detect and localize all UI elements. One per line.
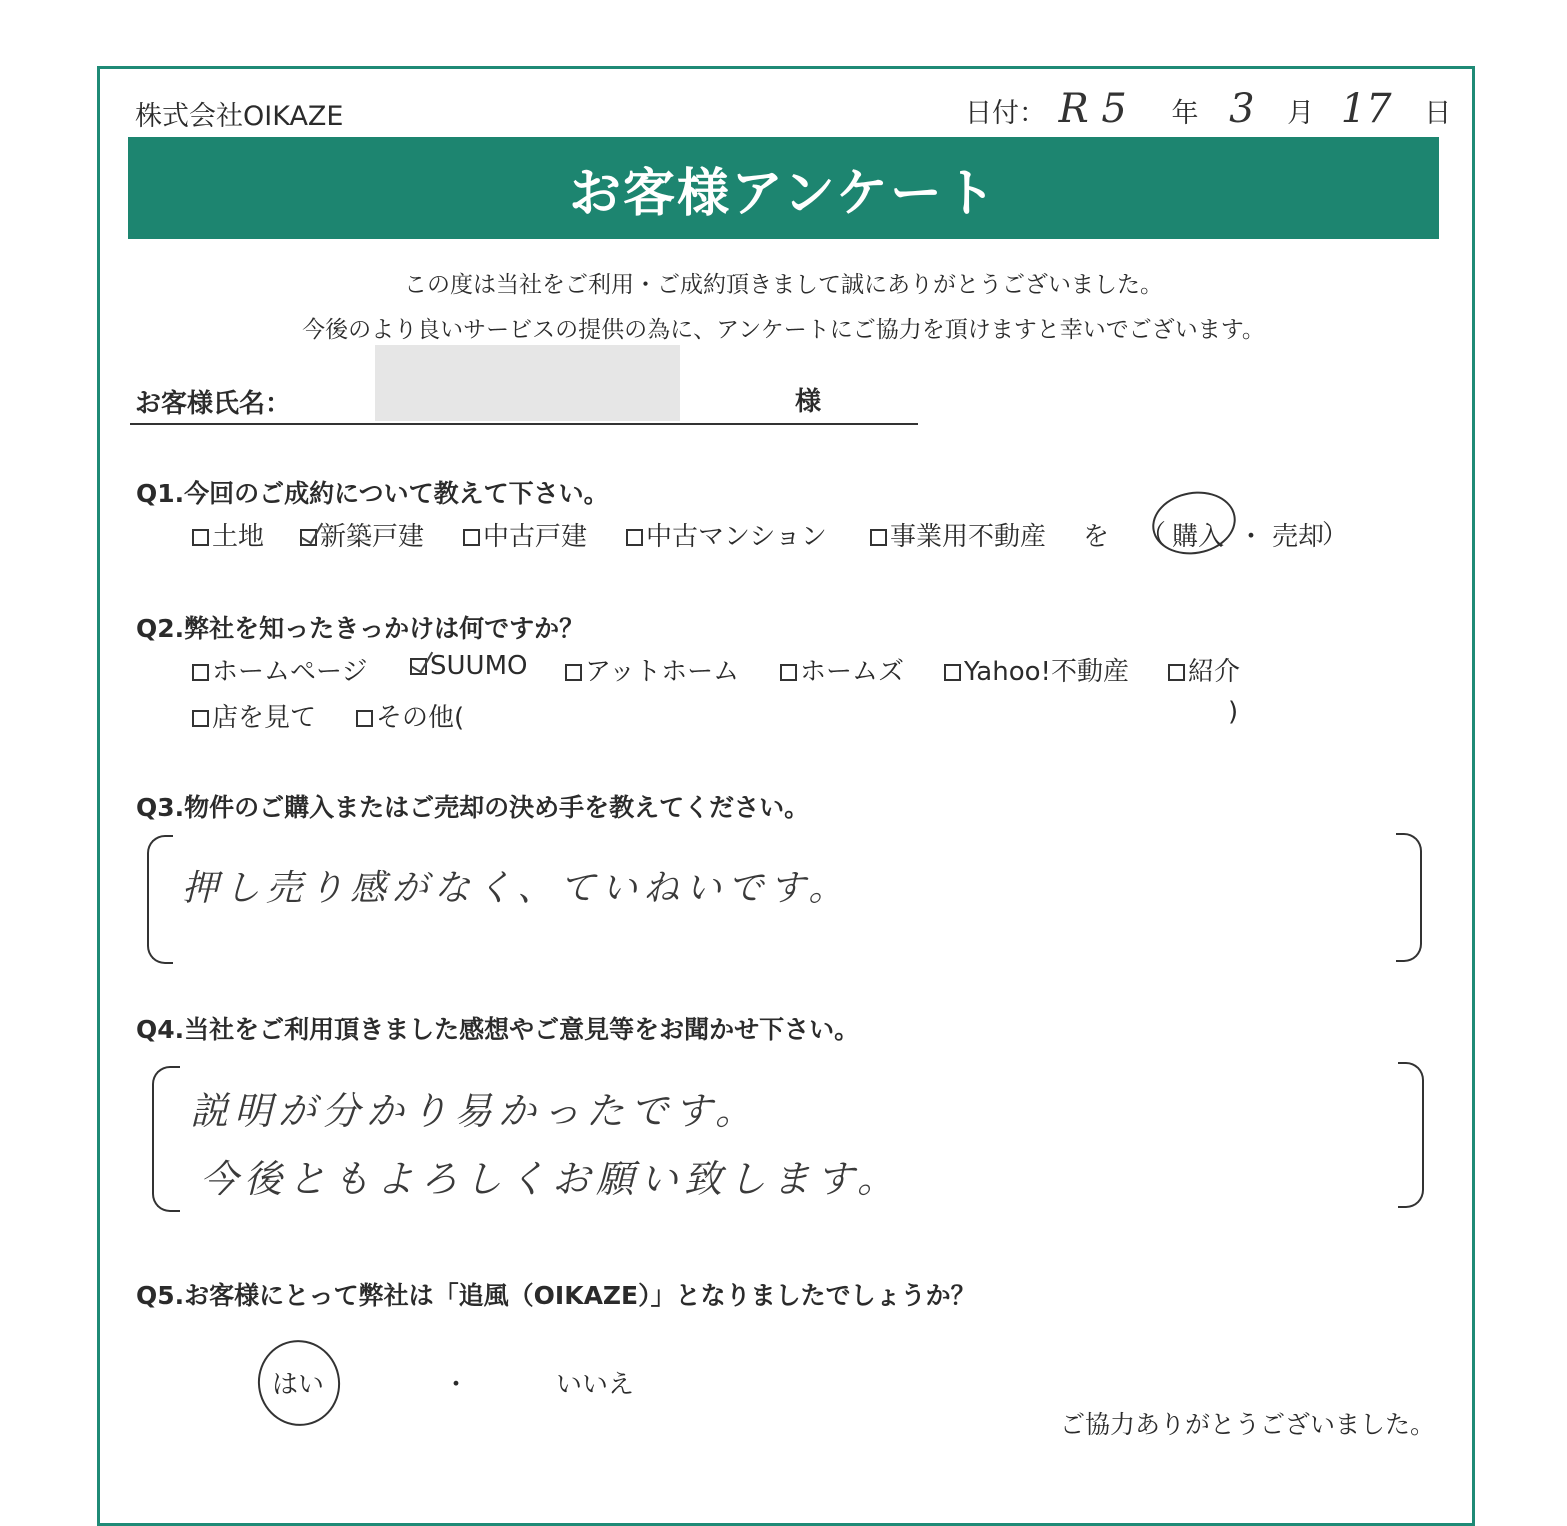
q2-option-suumo[interactable] [410,651,527,681]
q3-answer-bracket-left [147,835,173,964]
checkbox-icon [192,529,209,546]
q5-dot: ・ [443,1370,470,1400]
q4-answer-bracket-left [152,1066,180,1212]
checkbox-icon [780,664,797,681]
q3-question: Q3.物件のご購入またはご売却の決め手を教えてください。 [136,793,810,822]
page-title: お客様アンケート [569,163,998,224]
checkbox-icon [626,529,643,546]
q5-yes-option[interactable]: はい [272,1370,325,1400]
q2-option-yahoo[interactable] [944,651,1129,688]
q1-buy-option[interactable]: 購入 [1172,522,1225,552]
q5-no-option[interactable]: いいえ [556,1370,635,1400]
checkbox-icon [565,664,582,681]
checkbox-icon [1168,664,1185,681]
q1-option-label: 新築戸建 [320,522,425,552]
q1-option-label: 中古戸建 [483,522,588,552]
q2-option-athome[interactable] [565,651,739,688]
q1-option-label: 中古マンション [646,522,827,552]
checkbox-checked-icon [300,529,317,546]
customer-name-label: お客様氏名： [135,389,292,419]
q2-option-homes[interactable] [780,651,904,688]
q2-option-label: その他( [376,703,465,733]
date-year-unit: 年 [1171,98,1199,129]
q2-option-store[interactable] [192,697,316,734]
q2-option-label: 紹介 [1188,657,1241,687]
q1-option-label: 事業用不動産 [890,522,1047,552]
checkbox-icon [870,529,887,546]
q1-option-used-house[interactable] [463,516,587,553]
title-banner [128,137,1439,239]
q1-dot: ・ [1238,522,1265,552]
customer-name-underline [130,423,918,425]
q2-option-label: SUUMO [430,651,528,681]
checkbox-icon [192,710,209,727]
q4-answer-bracket-right [1398,1062,1424,1208]
q1-option-label: 土地 [212,522,265,552]
date-month-unit: 月 [1287,98,1315,129]
q2-option-referral[interactable] [1168,651,1240,688]
checkbox-icon [463,529,480,546]
thanks-message: ご協力ありがとうございました。 [1060,1410,1436,1439]
date-month: 3 [1229,86,1255,132]
date-era-year: R 5 [1058,86,1127,132]
q1-paren-close: ） [1322,520,1349,550]
q1-option-new-house[interactable] [300,516,424,553]
checkbox-icon [192,664,209,681]
q4-question: Q4.当社をご利用頂きました感想やご意見等をお聞かせ下さい。 [136,1015,860,1044]
checkbox-icon [356,710,373,727]
q1-sell-option[interactable]: 売却 [1272,522,1325,552]
q2-option-other[interactable] [356,697,464,734]
q1-option-used-mansion[interactable] [626,516,827,553]
q2-option-label: Yahoo!不動産 [964,657,1129,687]
q1-option-land[interactable] [192,516,264,553]
q1-paren-open: （ [1140,520,1167,550]
q1-question: Q1.今回のご成約について教えて下さい。 [136,479,609,508]
q2-other-close: ) [1228,697,1239,727]
q2-option-label: ホームズ [800,657,905,687]
q4-answer-line-2[interactable]: 今後ともよろしくお願い致します。 [200,1157,901,1201]
customer-name-redacted [375,345,680,421]
q5-question: Q5.お客様にとって弊社は「追風（OIKAZE）」となりましたでしょうか？ [136,1281,976,1310]
date-day: 17 [1340,86,1392,132]
checkbox-icon [944,664,961,681]
intro-line-1: この度は当社をご利用・ご成約頂きまして誠にありがとうございました。 [404,272,1163,298]
checkbox-checked-icon [410,658,427,675]
q2-option-label: 店を見て [212,703,317,733]
q1-option-business[interactable] [870,516,1046,553]
q3-answer-bracket-right [1396,833,1422,962]
customer-name-suffix: 様 [795,387,822,417]
q1-wo: を [1083,522,1110,552]
q3-answer[interactable]: 押し売り感がなく、ていねいです。 [182,868,851,909]
company-name: 株式会社OIKAZE [135,101,344,132]
q2-option-label: ホームページ [212,657,368,687]
q2-option-homepage[interactable] [192,651,367,688]
date-day-unit: 日 [1424,98,1452,129]
date-field [965,86,1451,132]
q2-option-label: アットホーム [585,657,740,687]
q2-question: Q2.弊社を知ったきっかけは何ですか？ [136,614,585,643]
q4-answer-line-1[interactable]: 説明が分かり易かったです。 [190,1089,759,1133]
intro-line-2: 今後のより良いサービスの提供の為に、アンケートにご協力を頂けますと幸いでございます。 [302,317,1265,343]
date-label: 日付： [965,98,1046,129]
